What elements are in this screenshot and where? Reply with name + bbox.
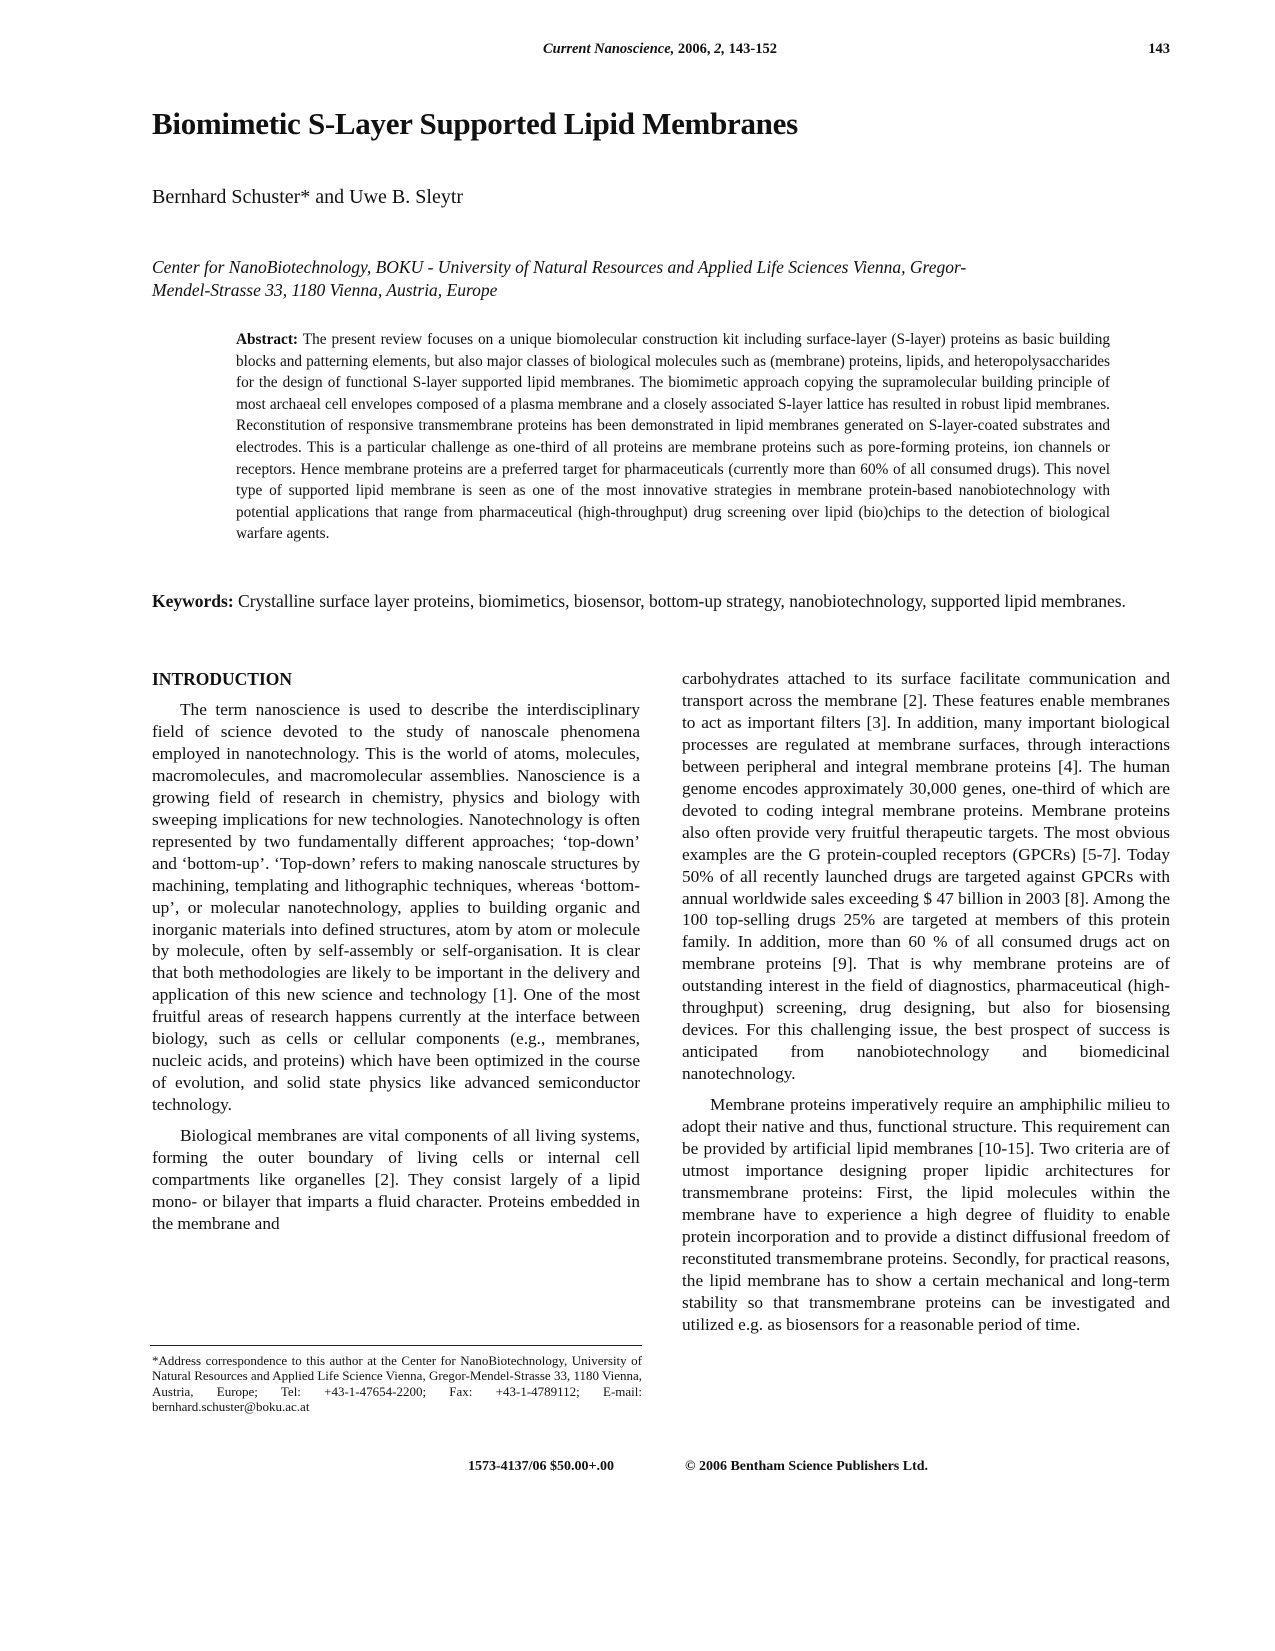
article-title: Biomimetic S-Layer Supported Lipid Membranes <box>152 106 798 141</box>
abstract-label: Abstract: <box>236 331 299 348</box>
page-number: 143 <box>1148 41 1170 57</box>
left-column <box>152 668 640 1244</box>
abstract-text: The present review focuses on a unique biomolecular construction kit including surface-layer (S-layer) proteins as basic building blocks and patterning elements, but also major classes of biological molecules such as (membrane) proteins, lipids, and heteropolysaccharides for the design of functional S-layer supported lipid membranes. The biomimetic approach copying the supramolecular building principle of most archaeal cell envelopes composed of a plasma membrane and a closely associated S-layer lattice has resulted in robust lipid membranes. Reconstitution of responsive transmembrane proteins has been demonstrated in lipid membranes generated on S-layer-coated substrates and electrodes. This is a particular challenge as one-third of all proteins are membrane proteins such as pore-forming proteins, ion channels or receptors. Hence membrane proteins are a preferred target for pharmaceuticals (currently more than 60% of all consumed drugs). This novel type of supported lipid membrane is seen as one of the most innovative strategies in membrane protein-based nanobiotechnology with potential applications that range from pharmaceutical (high-throughput) drug screening over lipid (bio)chips to the detection of biological warfare agents. <box>236 331 1110 543</box>
copyright-notice: © 2006 Bentham Science Publishers Ltd. <box>685 1459 929 1474</box>
body-paragraph: Membrane proteins imperatively require an amphiphilic milieu to adopt their native and thus, functional structure. This requirement can be provided by artificial lipid membranes [10-15]. Two criteria are of utmost importance designing proper lipidic architectures for transmembrane proteins: First, the lipid molecules within the membrane have to experience a high degree of fluidity to enable protein incorporation and to provide a distinct diffusional freedom of reconstituted transmembrane proteins. Secondly, for practical reasons, the lipid membrane has to show a certain mechanical and long-term stability so that transmembrane proteins can be investigated and utilized e.g. as biosensors for a reasonable period of time. <box>682 1095 1170 1334</box>
body-paragraph: Biological membranes are vital components of all living systems, forming the outer boundary of living cells or internal cell compartments like organelles [2]. They consist largely of a lipid mono- or bilayer that imparts a fluid character. Proteins embedded in the membrane and <box>152 1126 640 1233</box>
correspondence-footnote: *Address correspondence to this author at the Center for NanoBiotechnology, University of Natural Resources and Applied Life Science Vienna, Gregor-Mendel-Strasse 33, 1180 Vienna, Austria, Europe; Tel: +43-1-47654-2200; Fax: +43-1-4789112; E-mail: bernhard.schuster@boku.ac.at <box>152 1353 642 1415</box>
journal-year: 2006, <box>677 41 711 57</box>
abstract <box>236 329 1110 545</box>
affiliation-line: Center for NanoBiotechnology, BOKU - University of Natural Resources and Applied Life Sciences Vienna, Gregor- <box>152 257 967 277</box>
footnote-divider <box>150 1345 642 1346</box>
keywords-text: Crystalline surface layer proteins, biomimetics, biosensor, bottom-up strategy, nanobiotechnology, supported lipid membranes. <box>238 591 1126 611</box>
journal-volume: 2, <box>714 41 726 57</box>
keywords <box>152 590 1172 612</box>
right-column <box>682 668 1170 1345</box>
section-heading-introduction: INTRODUCTION <box>152 669 293 689</box>
journal-pages: 143-152 <box>728 41 778 57</box>
author-list: Bernhard Schuster* and Uwe B. Sleytr <box>152 186 464 208</box>
keywords-label: Keywords: <box>152 591 234 611</box>
body-paragraph: The term nanoscience is used to describe the interdisciplinary field of science devoted to the study of nanoscale phenomena employed in nanotechnology. This is the world of atoms, molecules, macromolecules, and macromolecular assemblies. Nanoscience is a growing field of research in chemistry, physics and biology with sweeping implications for new technologies. Nanotechnology is often represented by two fundamentally different approaches; ‘top-down’ and ‘bottom-up’. ‘Top-down’ refers to making nanoscale structures by machining, templating and lithographic techniques, whereas ‘bottom-up’, or molecular nanotechnology, applies to building organic and inorganic materials into defined structures, atom by atom or molecule by molecule, often by self-assembly or self-organisation. It is clear that both methodologies are likely to be important in the delivery and application of this new science and technology [1]. One of the most fruitful areas of research happens currently at the interface between biology, such as cells or cellular components (e.g., membranes, nucleic acids, and proteins) which have been optimized in the course of evolution, and solid state physics like advanced semiconductor technology. <box>152 700 640 1115</box>
affiliation <box>152 256 1172 302</box>
issn-price: 1573-4137/06 $50.00+.00 <box>468 1459 615 1474</box>
journal-name: Current Nanoscience, <box>542 41 675 57</box>
running-head <box>150 41 1170 65</box>
body-paragraph: carbohydrates attached to its surface facilitate communication and transport across the membrane [2]. These features enable membranes to act as important filters [3]. In addition, many important biological processes are regulated at membrane surfaces, through interactions between peripheral and integral membrane proteins [4]. The human genome encodes approximately 30,000 genes, one-third of which are devoted to coding integral membrane proteins. Membrane proteins also often provide very fruitful therapeutic targets. The most obvious examples are the G protein-coupled receptors (GPCRs) [5-7]. Today 50% of all recently launched drugs are targeted against GPCRs with annual worldwide sales exceeding $ 47 billion in 2003 [8]. Among the 100 top-selling drugs 25% are targeted at members of this protein family. In addition, more than 60 % of all consumed drugs act on membrane proteins [9]. That is why membrane proteins are of outstanding interest in the field of diagnostics, pharmaceutical (high-throughput) screening, drug designing, but also for biosensing devices. For this challenging issue, the best prospect of success is anticipated from nanobiotechnology and biomedicinal nanotechnology. <box>682 669 1170 1084</box>
affiliation-line: Mendel-Strasse 33, 1180 Vienna, Austria, Europe <box>152 280 498 300</box>
journal-citation <box>150 41 1170 58</box>
